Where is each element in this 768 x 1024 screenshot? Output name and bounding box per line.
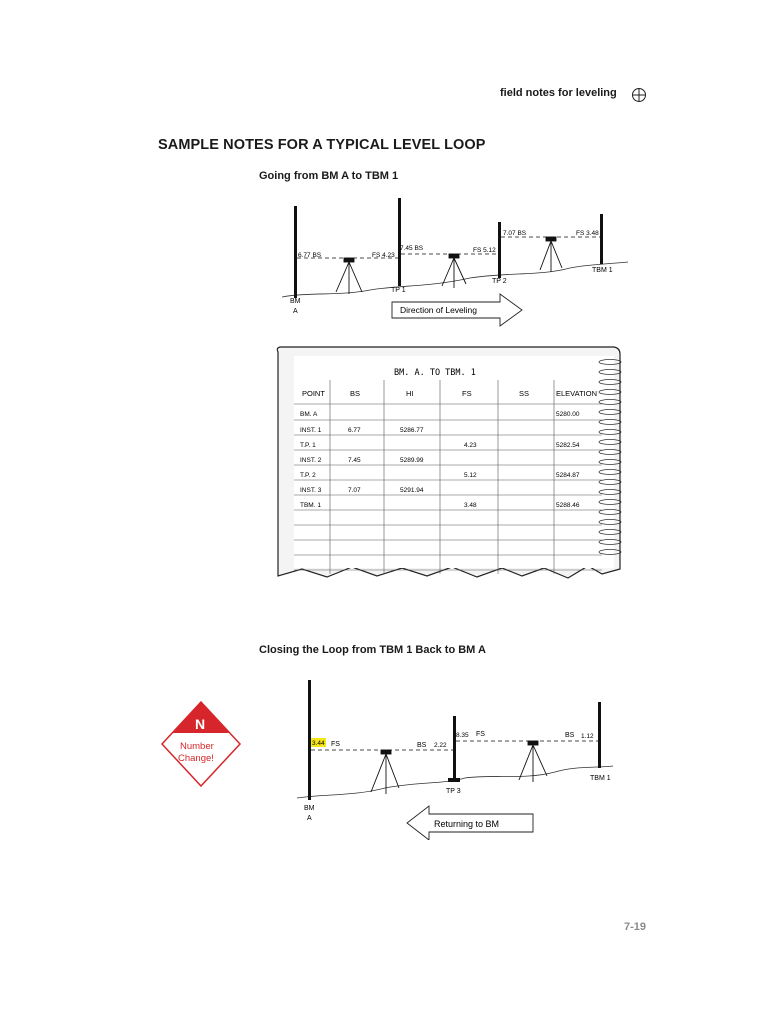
rod-bm-a [308,680,311,800]
field-book [272,344,634,584]
col-fs: FS [462,389,472,398]
direction-arrow-label: Direction of Leveling [400,305,478,315]
page-title: SAMPLE NOTES FOR A TYPICAL LEVEL LOOP [158,137,486,153]
cell-point: INST. 2 [300,457,322,464]
section-heading-going: Going from BM A to TBM 1 [259,170,399,182]
col-elevation: ELEVATION [556,389,597,398]
rod-tp3 [453,716,456,778]
bs-reading-4: BS [417,742,427,749]
cell-hi: 5291.94 [400,487,424,494]
number-change-badge [160,700,242,790]
label-tp3: TP 3 [446,788,461,795]
cell-point: INST. 1 [300,427,322,434]
rod-tp1 [398,198,401,286]
bs-reading-1: 6.77 BS [298,252,322,259]
cell-fs: 3.48 [464,502,477,509]
cell-elevation: 5282.54 [556,442,580,449]
rod-tp2 [498,222,501,278]
rod-tbm1 [598,702,601,768]
fs-reading-1: FS 4.23 [372,252,395,259]
badge-line2: Change! [178,753,214,764]
ground-line [282,262,628,297]
col-ss: SS [519,389,530,398]
bs-reading-5-value: 1.12 [581,733,594,740]
cell-hi: 5289.99 [400,457,424,464]
leveling-diagram-return [295,670,615,840]
cell-elevation: 5284.87 [556,472,580,479]
level-instrument-3 [540,237,562,272]
level-instrument-5 [519,741,547,782]
label-tbm1: TBM 1 [592,267,613,274]
label-bm: BM [290,298,301,305]
cell-elevation: 5288.46 [556,502,580,509]
cell-point: TBM. 1 [300,502,321,509]
cell-fs: 4.23 [464,442,477,449]
cell-elevation: 5280.00 [556,411,580,418]
bs-reading-3: 7.07 BS [503,230,527,237]
cell-bs: 6.77 [348,427,361,434]
label-bm-a: A [293,308,298,315]
fs-reading-4-value: 3.44 [312,740,325,747]
level-instrument-1 [336,258,362,294]
bs-reading-4-value: 2.22 [434,742,447,749]
level-instrument-2 [442,254,466,288]
page-number: 7-19 [624,921,647,933]
section-heading-closing: Closing the Loop from TBM 1 Back to BM A [259,644,486,656]
badge-letter: N [195,716,206,732]
cell-hi: 5286.77 [400,427,424,434]
fs-reading-5: FS [476,731,485,738]
cell-point: BM. A [300,411,318,418]
bs-reading-2: 7.45 BS [400,245,424,252]
rod-bm-a [294,206,297,298]
cell-point: T.P. 2 [300,472,316,479]
label-tp2: TP 2 [492,278,507,285]
leveling-diagram-forward [270,192,630,332]
fs-reading-4: FS [331,741,340,748]
cell-point: T.P. 1 [300,442,316,449]
level-instrument-4 [371,750,399,794]
col-point: POINT [302,389,325,398]
bs-reading-5: BS [565,732,575,739]
col-hi: HI [406,389,414,398]
label-tbm1: TBM 1 [590,775,611,782]
fs-reading-3: FS 3.48 [576,230,599,237]
field-book-title: BM. A. TO TBM. 1 [394,368,476,378]
cell-bs: 7.07 [348,487,361,494]
cell-point: INST. 3 [300,487,322,494]
running-header: field notes for leveling [500,87,617,99]
badge-line1: Number [180,741,214,752]
rod-tbm1 [600,214,603,264]
cell-bs: 7.45 [348,457,361,464]
crosshair-circle-icon [631,87,647,103]
fs-reading-5-value: 8.35 [456,732,469,739]
return-arrow-label: Returning to BM [434,819,500,829]
label-bm: BM [304,805,315,812]
label-tp1: TP 1 [391,287,406,294]
cell-fs: 5.12 [464,472,477,479]
label-bm-a: A [307,815,312,822]
fs-reading-2: FS 5.12 [473,247,496,254]
col-bs: BS [350,389,361,398]
